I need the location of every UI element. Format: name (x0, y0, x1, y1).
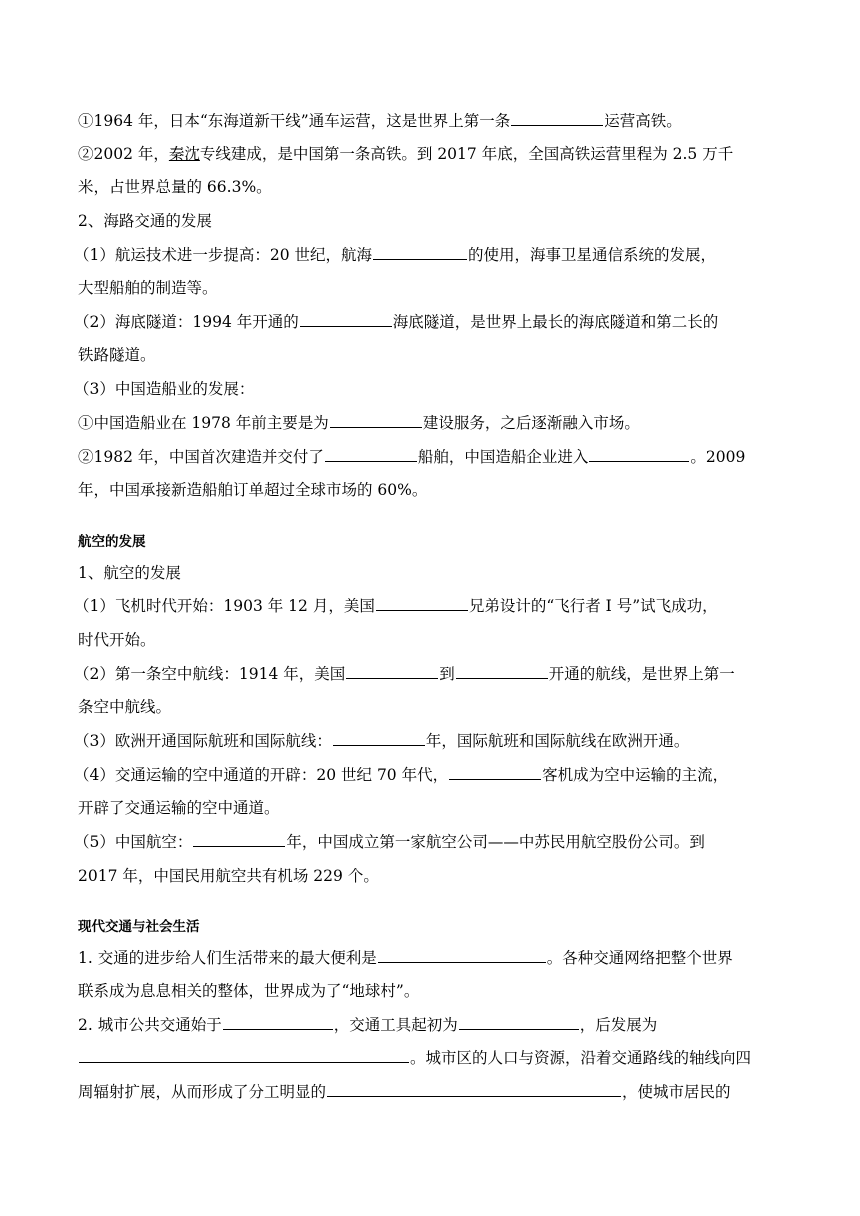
blank-zones[interactable] (327, 1081, 621, 1097)
air-a2: （2）第一条空中航线：1914 年，美国 到 开通的航线，是世界上第一 (74, 665, 735, 683)
air-a1: （1）飞机时代开始：1903 年 12 月，美国 兄弟设计的“飞行者 I 号”试飞成功， (74, 597, 718, 615)
blank-tunnel[interactable] (300, 311, 392, 327)
air-a4: （4）交通运输的空中通道的开辟：20 世纪 70 年代， 客机成为空中运输的主流， (74, 766, 729, 784)
air-a2-cont: 条空中航线。 (78, 698, 172, 716)
blank-aircraft[interactable] (449, 764, 541, 780)
blank-convenience[interactable] (378, 947, 546, 963)
blank-ship-type[interactable] (325, 446, 417, 462)
rail-line-2: ②2002 年，秦沈专线建成，是中国第一条高铁。到 2017 年底，全国高铁运营里程为 2.5 万千 (78, 145, 734, 163)
air-heading: 航空的发展 (78, 534, 146, 550)
blank-navigation-tech[interactable] (373, 244, 467, 260)
modern-m1: 1. 交通的进步给人们生活带来的最大便利是 。各种交通网络把整个世界 (78, 949, 733, 967)
blank-city-to[interactable] (456, 663, 548, 679)
sea-p3-b: ②1982 年，中国首次建造并交付了 船舶，中国造船企业进入 。2009 (78, 448, 746, 466)
modern-heading: 现代交通与社会生活 (78, 919, 200, 935)
sea-p3-a: ①中国造船业在 1978 年前主要是为 建设服务，之后逐渐融入市场。 (78, 414, 640, 432)
blank-europe-year[interactable] (333, 730, 425, 746)
rail-line-1: ①1964 年，日本“东海道新干线”通车运营，这是世界上第一条 运营高铁。 (78, 112, 682, 130)
sea-title: 2、海路交通的发展 (78, 212, 212, 230)
modern-m4: 周辐射扩展，从而形成了分工明显的 ，使城市居民的 (78, 1083, 731, 1101)
blank-china-year[interactable] (193, 831, 285, 847)
rail-line-3: 米，占世界总量的 66.3%。 (78, 178, 272, 196)
blank-construction[interactable] (330, 412, 422, 428)
sea-p2: （2）海底隧道：1994 年开通的 海底隧道，是世界上最长的海底隧道和第二长的 (74, 313, 719, 331)
air-a5-cont: 2017 年，中国民用航空共有机场 229 个。 (78, 867, 379, 885)
sea-p1: （1）航运技术进一步提高：20 世纪，航海 的使用，海事卫星通信系统的发展， (74, 246, 717, 264)
sea-p3-c: 年，中国承接新造船舶订单超过全球市场的 60%。 (78, 481, 428, 499)
air-a4-cont: 开辟了交通运输的空中通道。 (78, 799, 280, 817)
sea-p2-cont: 铁路隧道。 (78, 346, 156, 364)
air-a5: （5）中国航空： 年，中国成立第一家航空公司——中苏民用航空股份公司。到 (74, 833, 705, 851)
blank-development[interactable] (79, 1047, 409, 1063)
blank-first-highspeed[interactable] (511, 110, 603, 126)
modern-m1-cont: 联系成为息息相关的整体，世界成为了“地球村”。 (78, 982, 420, 1000)
blank-market[interactable] (589, 446, 689, 462)
blank-city-from[interactable] (346, 663, 438, 679)
blank-wright[interactable] (376, 595, 468, 611)
air-title: 1、航空的发展 (78, 564, 181, 582)
modern-m3: 。城市区的人口与资源，沿着交通路线的轴线向四 (78, 1047, 788, 1069)
blank-vehicle[interactable] (459, 1014, 579, 1030)
air-a1-cont: 时代开始。 (78, 631, 156, 649)
underlined-qinshen: 秦沈 (168, 145, 200, 163)
blank-transit-start[interactable] (223, 1014, 333, 1030)
modern-m2: 2. 城市公共交通始于 ，交通工具起初为 ，后发展为 (78, 1016, 658, 1034)
sea-p1-cont: 大型船舶的制造等。 (78, 279, 218, 297)
sea-p3: （3）中国造船业的发展： (74, 380, 255, 398)
air-a3: （3）欧洲开通国际航班和国际航线： 年，国际航班和国际航线在欧洲开通。 (74, 732, 690, 750)
